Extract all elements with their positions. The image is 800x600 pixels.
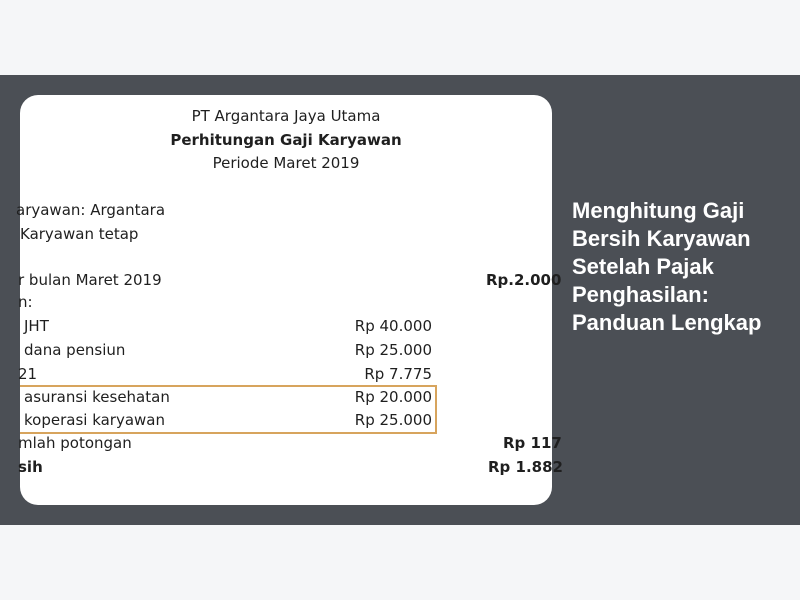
- deduction-amount: Rp 25.000: [354, 411, 432, 429]
- deductions-label: n:: [18, 293, 33, 311]
- salary-label: r bulan Maret 2019: [18, 271, 162, 289]
- deduction-amount: Rp 40.000: [354, 317, 432, 335]
- document-heading: Perhitungan Gaji Karyawan: [170, 131, 402, 149]
- salary-total: Rp.2.000: [486, 271, 562, 289]
- salary-slip-document: [16, 95, 563, 505]
- deduction-label: 21: [18, 365, 38, 383]
- deduction-amount: Rp 7.775: [364, 365, 432, 383]
- employee-status: Karyawan tetap: [20, 225, 139, 243]
- employee-name: aryawan: Argantara: [16, 201, 166, 219]
- company-name: PT Argantara Jaya Utama: [191, 107, 381, 125]
- total-deductions: Rp 117: [503, 434, 562, 452]
- article-title[interactable]: Menghitung Gaji Bersih Karyawan Setelah Pajak Penghasilan: Panduan Lengkap: [572, 198, 762, 335]
- deduction-label: asuransi kesehatan: [24, 388, 170, 406]
- net-salary-label: sih: [18, 458, 43, 476]
- deduction-label: dana pensiun: [24, 341, 126, 359]
- total-deductions-label: mlah potongan: [18, 434, 132, 452]
- net-salary-total: Rp 1.882: [488, 458, 563, 476]
- deduction-amount: Rp 25.000: [354, 341, 432, 359]
- deduction-label: koperasi karyawan: [24, 411, 166, 429]
- deduction-label: JHT: [24, 317, 49, 335]
- deduction-amount: Rp 20.000: [354, 388, 432, 406]
- article-image[interactable]: [16, 95, 563, 505]
- document-period: Periode Maret 2019: [212, 154, 360, 172]
